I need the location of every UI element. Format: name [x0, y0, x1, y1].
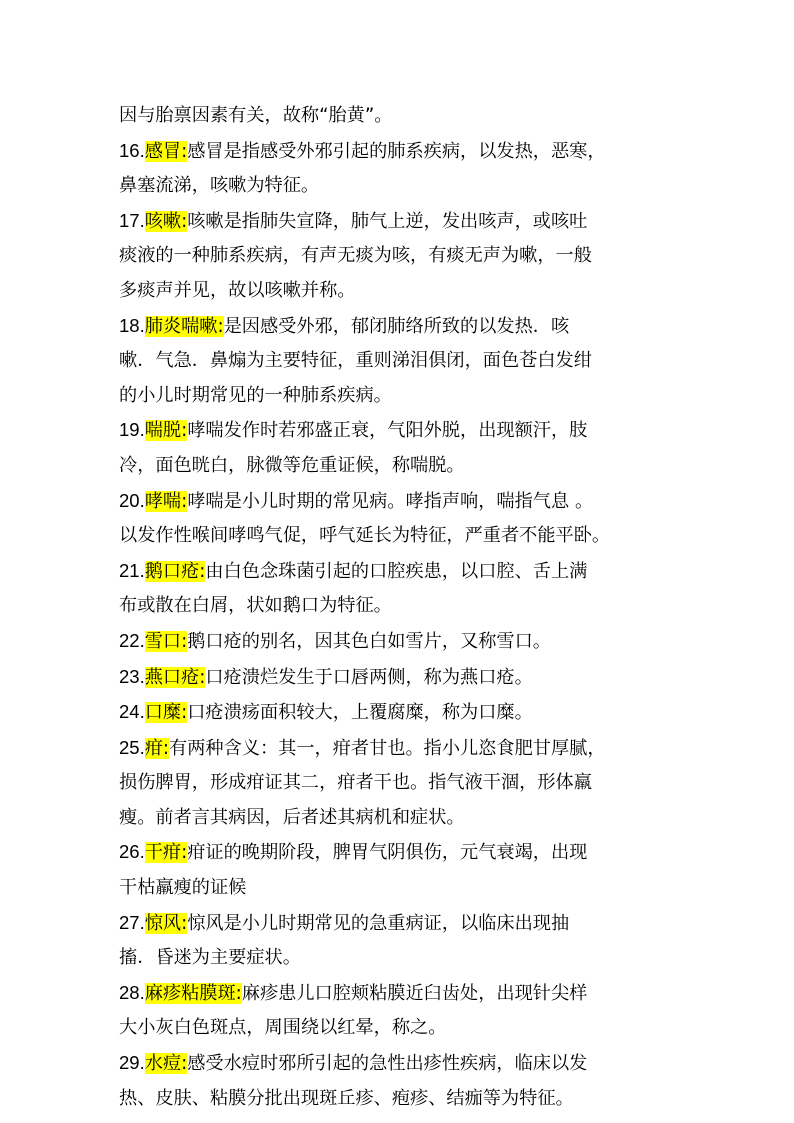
highlighted-term: 喘脱: [144, 420, 188, 442]
entry-18 [119, 309, 679, 414]
highlighted-term: 哮喘: [144, 490, 188, 512]
entry-number: 24. [119, 701, 145, 723]
entry-24 [119, 695, 679, 731]
entry-text: 鹅口疮的别名，因其色白如雪片，又称雪口。 [187, 630, 551, 652]
entry-text: 感受水痘时邪所引起的急性出疹性疾病，临床以发 [187, 1053, 588, 1075]
entry-20 [119, 484, 679, 554]
entry-text: 有两种含义：其一，疳者甘也。指小儿恣食肥甘厚腻， [169, 737, 606, 759]
entry-text: 感冒是指感受外邪引起的肺系疾病，以发热，恶寒， [187, 140, 606, 162]
entry-number: 18. [119, 314, 145, 336]
entry-number: 21. [119, 559, 145, 581]
highlighted-term: 干疳: [144, 842, 188, 864]
highlighted-term: 惊风: [144, 912, 188, 934]
entry-number: 28. [119, 981, 145, 1003]
entry-line: 的小儿时期常见的一种肺系疾病。 [119, 384, 392, 406]
entry-number: 27. [119, 911, 145, 933]
entry-28 [119, 976, 679, 1046]
entry-text: 麻疹患儿口腔颊粘膜近臼齿处，出现针尖样 [241, 982, 588, 1004]
entry-number: 20. [119, 489, 145, 511]
entry-number: 19. [119, 419, 145, 441]
entry-number: 23. [119, 665, 145, 687]
entry-line: 嗽．气急．鼻煽为主要特征，重则涕泪俱闭，面色苍白发绀 [119, 350, 592, 372]
entry-23 [119, 660, 679, 696]
entry-line [119, 906, 679, 942]
entry-text: 口疮溃烂发生于口唇两侧，称为燕口疮。 [205, 666, 533, 688]
entry-text: 哮喘是小儿时期的常见病。哮指声响，喘指气息 。 [187, 490, 594, 512]
entry-line: 痰液的一种肺系疾病，有声无痰为咳，有痰无声为嗽，一般 [119, 245, 592, 267]
entry-26 [119, 835, 679, 905]
document-body [119, 99, 679, 1116]
intro-paragraph [119, 99, 679, 134]
entry-line: 多痰声并见，故以咳嗽并称。 [119, 279, 356, 301]
entry-16 [119, 134, 679, 204]
highlighted-term: 感冒: [144, 140, 188, 162]
entry-22 [119, 624, 679, 660]
entry-25 [119, 731, 679, 836]
entry-number: 16. [119, 139, 145, 161]
entry-text: 是因感受外邪，郁闭肺络所致的以发热．咳 [223, 315, 570, 337]
entry-line: 鼻塞流涕，咳嗽为特征。 [119, 175, 320, 197]
entry-line [119, 835, 679, 871]
entry-line [119, 660, 679, 696]
entry-text: 由白色念珠菌引起的口腔疾患，以口腔、舌上满 [205, 560, 588, 582]
highlighted-term: 麻疹粘膜斑: [144, 982, 242, 1004]
highlighted-term: 肺炎喘嗽: [144, 315, 224, 337]
entry-line [119, 731, 679, 767]
entry-line: 干枯羸瘦的证候 [119, 877, 247, 899]
entry-line: 大小灰白色斑点，周围绕以红晕，称之。 [119, 1017, 447, 1039]
highlighted-term: 燕口疮: [144, 666, 206, 688]
entry-line: 冷，面色晄白，脉微等危重证候，称喘脱。 [119, 454, 465, 476]
entry-line: 损伤脾胃，形成疳证其二，疳者干也。指气液干涸，形体羸 [119, 772, 592, 794]
entry-line [119, 413, 679, 449]
highlighted-term: 鹅口疮: [144, 560, 206, 582]
highlighted-term: 口糜: [144, 702, 188, 724]
entry-line [119, 976, 679, 1012]
entry-line [119, 624, 679, 660]
entry-text: 口疮溃疡面积较大，上覆腐糜，称为口糜。 [187, 702, 533, 724]
entry-number: 29. [119, 1052, 145, 1074]
entry-27 [119, 906, 679, 976]
entry-line [119, 204, 679, 240]
entry-number: 22. [119, 629, 145, 651]
entry-line: 以发作性喉间哮鸣气促，呼气延长为特征，严重者不能平卧。 [119, 525, 611, 547]
highlighted-term: 水痘: [144, 1053, 188, 1075]
entry-number: 25. [119, 736, 145, 758]
entry-19 [119, 413, 679, 483]
entry-line [119, 309, 679, 345]
entry-line: 瘦。前者言其病因，后者述其病机和症状。 [119, 806, 465, 828]
highlighted-term: 雪口: [144, 630, 188, 652]
entry-text: 哮喘发作时若邪盛正衰，气阳外脱，出现额汗，肢 [187, 420, 588, 442]
entry-number: 26. [119, 841, 145, 863]
entry-29 [119, 1046, 679, 1116]
entry-line [119, 134, 679, 170]
intro-line: 因与胎禀因素有关，故称“胎黄”。 [119, 105, 393, 126]
entry-17 [119, 204, 679, 309]
entry-text: 惊风是小儿时期常见的急重病证，以临床出现抽 [187, 912, 570, 934]
entry-line: 搐．昏迷为主要症状。 [119, 947, 301, 969]
entry-line [119, 1046, 679, 1082]
entry-line [119, 484, 679, 520]
highlighted-term: 咳嗽: [144, 210, 188, 232]
entry-line [119, 695, 679, 731]
entry-line: 布或散在白屑，状如鹅口为特征。 [119, 595, 392, 617]
entry-line: 热、皮肤、粘膜分批出现斑丘疹、疱疹、结痂等为特征。 [119, 1087, 574, 1109]
entry-line [119, 554, 679, 590]
highlighted-term: 疳: [144, 737, 170, 759]
entry-text: 疳证的晚期阶段，脾胃气阴俱伤，元气衰竭，出现 [187, 842, 588, 864]
entry-number: 17. [119, 209, 145, 231]
entry-21 [119, 554, 679, 624]
entry-text: 咳嗽是指肺失宣降，肺气上逆，发出咳声，或咳吐 [187, 210, 588, 232]
